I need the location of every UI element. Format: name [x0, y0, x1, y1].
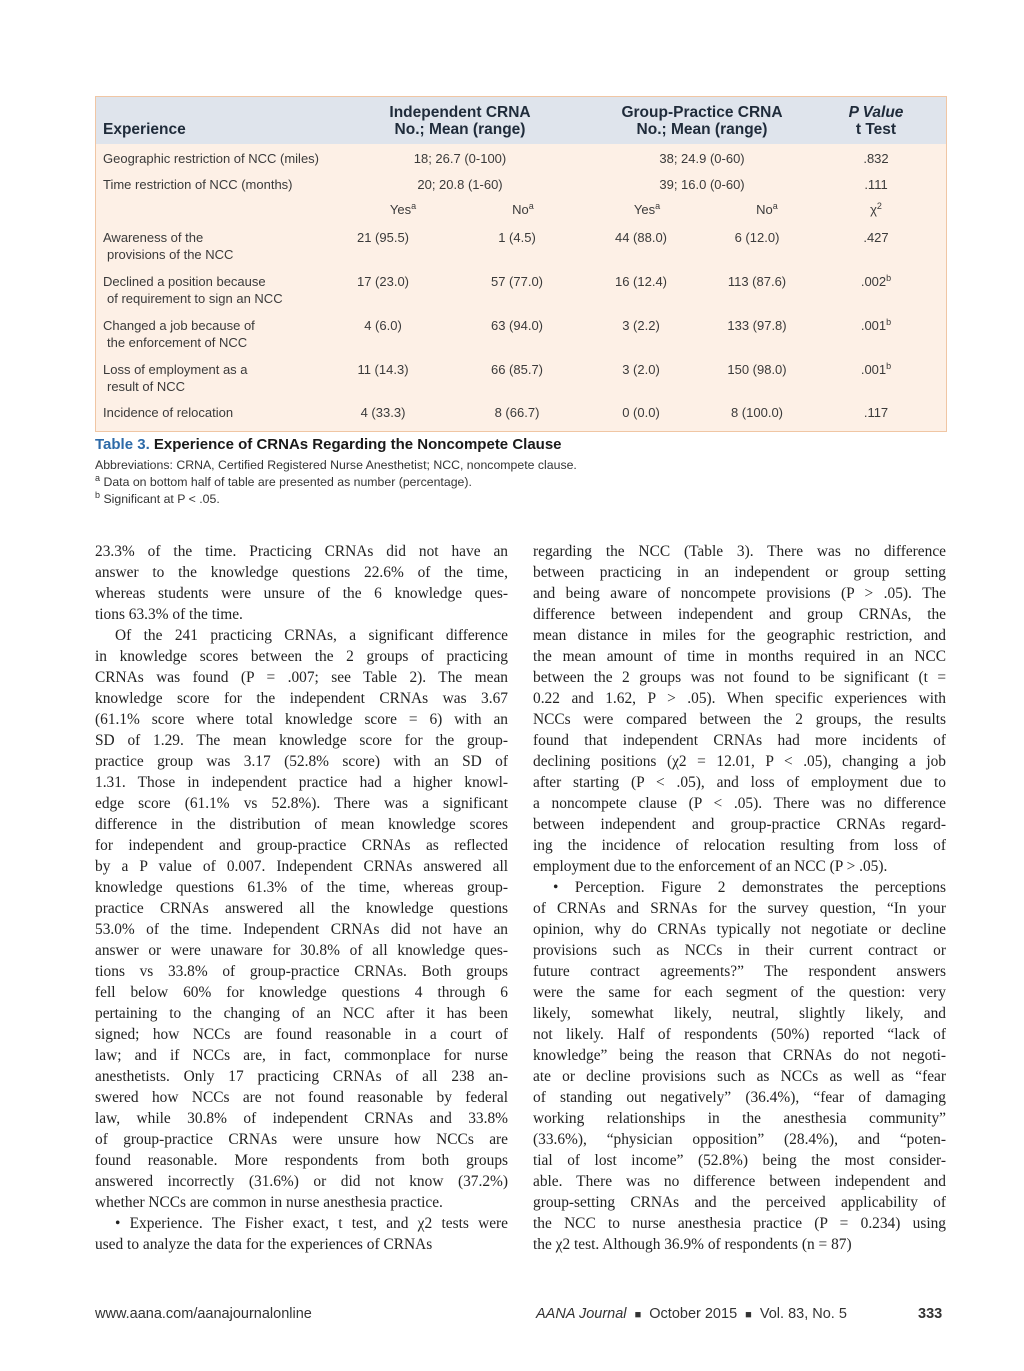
subheader-chi-square: [836, 201, 916, 218]
body-text-line: in knowledge scores between the 2 groups of practicing: [95, 648, 508, 665]
table-row-label-line2: of requirement to sign an NCC: [107, 291, 283, 306]
footer-url[interactable]: www.aana.com/aanajournalonline: [95, 1306, 312, 1322]
page-number: 333: [918, 1306, 943, 1322]
body-text-line: the χ2 test. Although 36.9% of respondents (n = 87): [533, 1236, 852, 1253]
body-text-line: between independent and group-practice CRNAs regard-: [533, 816, 946, 833]
body-text-line: pertaining to the changing of an NCC after it has been: [95, 1005, 508, 1022]
table-cell-group-yes: 16 (12.4): [614, 274, 668, 289]
body-text-line: whether NCCs are common in nurse anesthesia practice.: [95, 1194, 443, 1211]
header-experience: Experience: [103, 121, 186, 138]
p-value: .427: [863, 230, 889, 245]
table-cell-group-no: 150 (98.0): [727, 362, 787, 377]
header-group-line1: Group-Practice CRNA: [621, 104, 783, 121]
table-row-label-line1: Loss of employment as a: [103, 362, 248, 377]
body-text-line: 0.22 and 1.62, P > .05). When specific experiences with: [533, 690, 946, 707]
body-text-line: able. There was no difference between independent and: [533, 1173, 946, 1190]
body-text-line: mean distance in miles for the geographic restriction, and: [533, 627, 946, 644]
table-cell-group: 39; 16.0 (0-60): [659, 177, 745, 192]
body-text-line: tions vs 33.8% of group-practice CRNAs. Both groups: [95, 963, 508, 980]
table-row-label-line2: the enforcement of NCC: [107, 335, 248, 350]
body-text-line: the NCC to nurse anesthesia practice (P = 0.234) using: [533, 1215, 946, 1232]
footnote-a-marker: a: [411, 201, 417, 211]
body-text-line: of CRNAs and SRNAs for the survey question, “In your: [533, 900, 946, 917]
footer-date: October 2015: [649, 1306, 738, 1322]
body-text-line: practice CRNAs answered all the knowledge questions: [95, 900, 508, 917]
body-text-line: 1.31. Those in independent practice had a higher knowl-: [95, 774, 508, 791]
subheader-no-text: No: [512, 202, 529, 217]
left-text-column: [95, 541, 508, 1255]
body-text-line: answered incorrectly (31.6%) or did not know (37.2%): [95, 1173, 508, 1190]
body-text-line: not likely. Half of respondents (50%) reported “lack of: [533, 1026, 946, 1043]
caption-note-a: [95, 475, 472, 489]
body-text-line: regarding the NCC (Table 3). There was no difference: [533, 543, 946, 560]
table-cell-independent-no: 66 (85.7): [490, 362, 544, 377]
table-cell-group: 38; 24.9 (0-60): [659, 151, 745, 166]
body-text-line: the mean amount of time in months required in an NCC: [533, 648, 946, 665]
table-cell-independent-no: 63 (94.0): [490, 318, 544, 333]
table-cell-group-yes: 44 (88.0): [614, 230, 668, 245]
table-row-label: Geographic restriction of NCC (miles): [103, 151, 320, 166]
table-cell-independent: 18; 26.7 (0-100): [413, 151, 507, 166]
body-text-line: 23.3% of the time. Practicing CRNAs did not have an: [95, 543, 508, 560]
body-text-line: likely, somewhat likely, neutral, slightly likely, and: [533, 1005, 946, 1022]
table-cell-p: .832: [863, 151, 889, 166]
table-cell-group-yes: 3 (2.0): [622, 362, 660, 377]
body-text-line: anesthetists. Only 17 practicing CRNAs of all 238 an-: [95, 1068, 508, 1085]
subheader-no: [722, 201, 812, 218]
table-cell-independent-no: 1 (4.5): [498, 230, 536, 245]
body-text-line: • Perception. Figure 2 demonstrates the perceptions: [553, 879, 946, 896]
body-text-line: after starting (P < .05), and loss of employment due to: [533, 774, 946, 791]
body-text-line: of standing out negatively” (36.4%), “fear of damaging: [533, 1089, 946, 1106]
chi-superscript: 2: [876, 201, 882, 211]
p-value: .117: [863, 405, 889, 420]
header-p-line1: P Value: [848, 104, 904, 121]
body-text-line: tial of lost income” (52.8%) being the most consider-: [533, 1152, 946, 1169]
table-header: [96, 97, 946, 144]
body-text-line: answer or were unaware for 30.8% of all knowledge ques-: [95, 942, 508, 959]
footnote-a-marker: a: [655, 201, 661, 211]
body-text-line: for independent and group-practice CRNAs as reflected: [95, 837, 508, 854]
table-row-label-line2: result of NCC: [107, 379, 186, 394]
table-cell-group-yes: 3 (2.2): [622, 318, 660, 333]
table-cell-group-no: 6 (12.0): [734, 230, 780, 245]
footnote-b-marker: b: [886, 361, 892, 371]
p-value: .001: [860, 362, 887, 377]
table-cell-p: [836, 229, 916, 246]
table-cell-independent: 20; 20.8 (1-60): [417, 177, 503, 192]
body-text-line: group-setting CRNAs and the perceived applicability of: [533, 1194, 946, 1211]
body-text-line: opinion, why do CRNAs typically not negotiate or decline: [533, 921, 946, 938]
body-text-line: CRNAs was found (P = .007; see Table 2). The mean: [95, 669, 508, 686]
body-text-line: ate or decline provisions such as NCCs as well as “fear: [533, 1068, 946, 1085]
body-text-line: provisions such as NCCs in their current contract or: [533, 942, 946, 959]
table-cell-p: [836, 404, 916, 421]
body-text-line: and being aware of noncompete provisions (P > .05). The: [533, 585, 946, 602]
header-group-line2: No.; Mean (range): [636, 121, 768, 138]
header-independent-line2: No.; Mean (range): [394, 121, 526, 138]
right-text-column: [533, 541, 946, 1255]
table-cell-independent-yes: 4 (33.3): [360, 405, 406, 420]
body-text-line: whereas students were unsure of the 6 knowledge ques-: [95, 585, 508, 602]
table-row-label-line1: Incidence of relocation: [103, 405, 234, 420]
body-text-line: knowledge” being the reason that CRNAs do not negoti-: [533, 1047, 946, 1064]
header-independent-line1: Independent CRNA: [389, 104, 531, 121]
body-text-line: declining positions (χ2 = 12.01, P < .05), changing a job: [533, 753, 946, 770]
table-3: [95, 96, 947, 432]
p-value: .001: [860, 318, 887, 333]
body-text-line: between practicing in an independent or group setting: [533, 564, 946, 581]
body-text-line: tions 63.3% of the time.: [95, 606, 243, 623]
body-text-line: fell below 60% for knowledge questions 4 through 6: [95, 984, 508, 1001]
table-cell-independent-yes: 21 (95.5): [356, 230, 410, 245]
caption-note-b: [95, 492, 220, 506]
table-caption-title: [95, 436, 562, 453]
footer-separator-2: ■: [745, 1309, 752, 1321]
subheader-no-text: No: [756, 202, 773, 217]
body-text-line: by a P value of 0.007. Independent CRNAs answered all: [95, 858, 508, 875]
body-text-line: swered how NCCs are not found reasonable by federal: [95, 1089, 508, 1106]
table-cell-group-no: 8 (100.0): [730, 405, 784, 420]
body-text-line: 53.0% of the time. Independent CRNAs did not have an: [95, 921, 508, 938]
footnote-b-marker: b: [886, 273, 892, 283]
footer-volume: Vol. 83, No. 5: [759, 1306, 847, 1322]
p-value: .002: [860, 274, 887, 289]
footnote-b-marker: b: [886, 317, 892, 327]
body-text-line: law; and if NCCs are, in fact, commonplace for nurse: [95, 1047, 508, 1064]
caption-abbreviations: Abbreviations: CRNA, Certified Registered Nurse Anesthetist; NCC, noncompete clause.: [95, 458, 577, 472]
table-cell-independent-yes: 17 (23.0): [356, 274, 410, 289]
body-text-line: of group-practice CRNAs were unsure how NCCs are: [95, 1131, 508, 1148]
footnote-a-marker: a: [772, 201, 778, 211]
subheader-yes: [358, 201, 448, 218]
note-b-marker: b: [95, 490, 101, 500]
body-text-line: signed; how NCCs are found reasonable in a court of: [95, 1026, 508, 1043]
subheader-yes: [602, 201, 692, 218]
note-b-text: Significant at P < .05.: [103, 492, 220, 506]
body-text-line: found reasonable. More respondents from both groups: [95, 1152, 508, 1169]
table-title: Experience of CRNAs Regarding the Noncompete Clause: [153, 436, 562, 453]
table-row-label-line2: provisions of the NCC: [107, 247, 234, 262]
body-text-line: answer to the knowledge questions 22.6% of the time,: [95, 564, 508, 581]
table-cell-p: [836, 317, 916, 334]
body-text-line: (61.1% score where total knowledge score = 6) with an: [95, 711, 508, 728]
footer-journal: AANA Journal: [536, 1306, 627, 1322]
table-cell-group-no: 113 (87.6): [727, 274, 787, 289]
table-cell-independent-no: 8 (66.7): [494, 405, 540, 420]
table-row-label-line1: Changed a job because of: [103, 318, 255, 333]
body-text-line: ing the incidence of relocation resulting from loss of: [533, 837, 946, 854]
body-text-line: Of the 241 practicing CRNAs, a significant difference: [115, 627, 508, 644]
body-text-line: working relationships in the anesthesia community”: [533, 1110, 946, 1127]
table-cell-independent-yes: 11 (14.3): [357, 362, 409, 377]
table-cell-p: .111: [864, 177, 888, 192]
subheader-yes-text: Yes: [389, 202, 412, 217]
table-cell-group-no: 133 (97.8): [727, 318, 787, 333]
subheader-no: [478, 201, 568, 218]
footer-journal-info: [536, 1306, 847, 1322]
body-text-line: employment due to the enforcement of an NCC (P > .05).: [533, 858, 888, 875]
note-a-text: Data on bottom half of table are presented as number (percentage).: [103, 475, 472, 489]
body-text-line: found that independent CRNAs had more incidents of: [533, 732, 946, 749]
body-text-line: (33.6%), “physician opposition” (28.4%), and “poten-: [533, 1131, 946, 1148]
body-text-line: were the same for each segment of the question: very: [533, 984, 946, 1001]
note-a-marker: a: [95, 473, 101, 483]
table-row-label-line1: Declined a position because: [103, 274, 266, 289]
body-text-line: a noncompete clause (P < .05). There was no difference: [533, 795, 946, 812]
table-cell-independent-no: 57 (77.0): [490, 274, 544, 289]
header-p-line2: t Test: [855, 121, 897, 138]
body-text-line: • Experience. The Fisher exact, t test, and χ2 tests were: [115, 1215, 508, 1232]
body-text-line: NCCs were compared between the 2 groups, the results: [533, 711, 946, 728]
table-cell-p: [836, 361, 916, 378]
body-text-line: practice group was 3.17 (52.8% score) with an SD of: [95, 753, 508, 770]
body-text-line: knowledge questions 61.3% of the time, whereas group-: [95, 879, 508, 896]
subheader-yes-text: Yes: [633, 202, 656, 217]
body-text-line: between the 2 groups was not found to be significant (t =: [533, 669, 946, 686]
body-text-line: knowledge score for the independent CRNAs was 3.67: [95, 690, 508, 707]
table-cell-p: [836, 273, 916, 290]
body-text-line: difference between independent and group CRNAs, the: [533, 606, 946, 623]
table-row-label: Time restriction of NCC (months): [103, 177, 293, 192]
body-text-line: used to analyze the data for the experiences of CRNAs: [95, 1236, 433, 1253]
table-cell-independent-yes: 4 (6.0): [364, 318, 402, 333]
body-text-line: law, while 30.8% of independent CRNAs and 33.8%: [95, 1110, 508, 1127]
chi-symbol: χ: [870, 202, 877, 217]
table-cell-group-yes: 0 (0.0): [622, 405, 660, 420]
body-text-line: edge score (61.1% vs 52.8%). There was a significant: [95, 795, 508, 812]
table-number: Table 3.: [95, 436, 150, 453]
footer-separator-1: ■: [634, 1309, 642, 1321]
table-row-label-line1: Awareness of the: [103, 230, 204, 245]
body-text-line: SD of 1.29. The mean knowledge score for the group-: [95, 732, 508, 749]
body-text-line: difference in the distribution of mean knowledge scores: [95, 816, 508, 833]
body-text-line: future contract agreements?” The respondent answers: [533, 963, 946, 980]
footnote-a-marker: a: [528, 201, 534, 211]
